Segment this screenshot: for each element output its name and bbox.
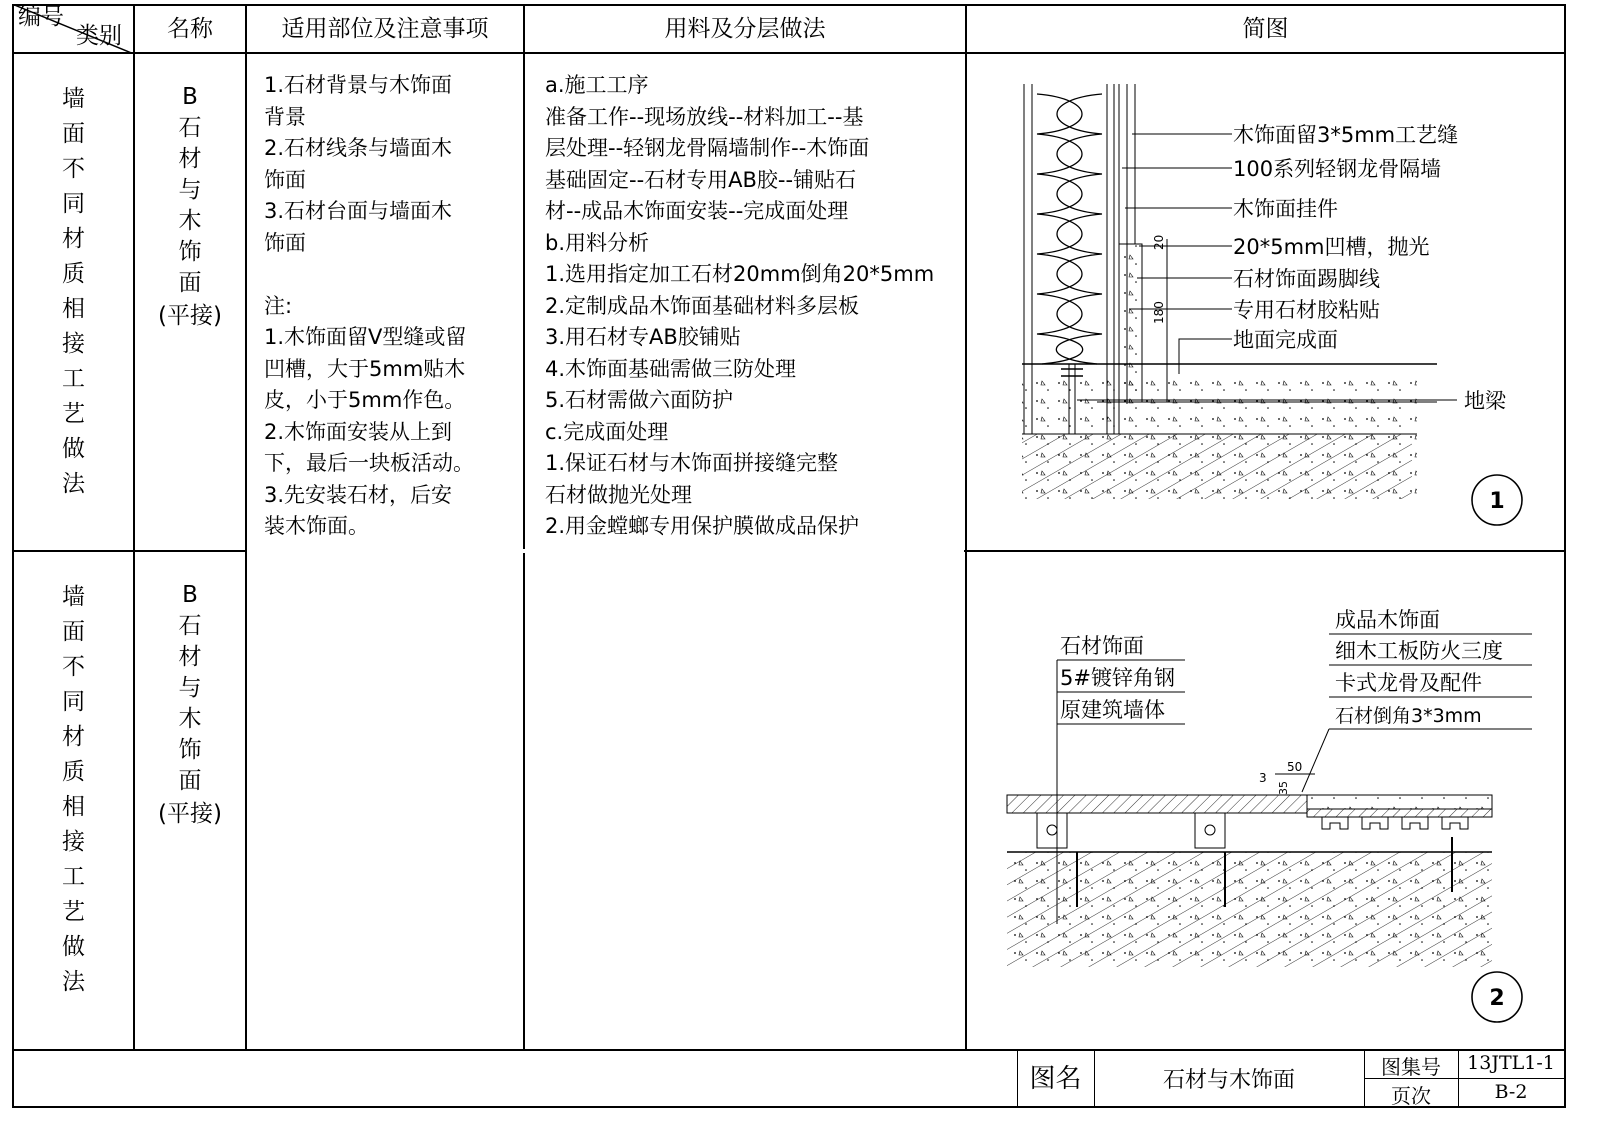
detail1-label: 100系列轻钢龙骨隔墙 — [1233, 157, 1442, 181]
row1-category-char: 不 — [62, 156, 85, 182]
row2-name-note: (平接) — [158, 801, 222, 827]
detail2-left-label: 5#镀锌角钢 — [1060, 666, 1175, 690]
footer-atlas-label: 图集号 — [1381, 1055, 1441, 1079]
detail1-label: 木饰面挂件 — [1233, 197, 1338, 221]
detail2-right-label: 成品木饰面 — [1335, 608, 1440, 632]
row2-name — [135, 580, 245, 830]
row2-name-char: 木 — [178, 706, 202, 732]
row1-name-char: 与 — [178, 177, 202, 203]
row1-category-char: 相 — [62, 296, 85, 322]
row2-category — [14, 580, 133, 1000]
detail1-label: 20*5mm凹槽，抛光 — [1233, 235, 1430, 259]
row1-name-char: 石 — [178, 115, 202, 141]
footer-drawing-name-label: 图名 — [1029, 1064, 1082, 1094]
detail2-number: 2 — [1489, 986, 1505, 1011]
col-line-3 — [523, 4, 525, 1050]
method-text: a.施工工序 准备工作--现场放线--材料加工--基 层处理--轻钢龙骨隔墙制作--木饰面 基础固定--石材专用AB胶--铺贴石 材--成品木饰面安装--完成面处理 b.用料分析 1.选用指定加工石材20mm倒角20*5mm 2.定制成品木饰面基础材料多层板 3.用石材专AB胶铺贴 4.木饰面基础需做三防处理 5.石材需做六面防护 c.完成面处理 1.保证石材与木饰面拼接缝完整 石材做抛光处理 2.用金螳螂专用保护膜做成品保护 — [545, 73, 935, 538]
detail1-label: 专用石材胶粘贴 — [1233, 298, 1380, 322]
detail2-right-label: 卡式龙骨及配件 — [1335, 671, 1482, 695]
detail2-right-label: 细木工板防火三度 — [1335, 639, 1503, 663]
row1-category-char: 材 — [62, 226, 85, 252]
row2-category-char: 艺 — [62, 899, 85, 925]
row1-name-char: B — [182, 84, 198, 110]
header-name-label: 名称 — [167, 16, 213, 42]
row2-name-char: 材 — [178, 644, 202, 670]
detail2-right-label: 石材倒角3*3mm — [1335, 705, 1482, 727]
detail-2-drawing — [967, 552, 1564, 1048]
row2-category-char: 墙 — [62, 584, 85, 610]
row1-category-char: 做 — [62, 436, 85, 462]
col-line-2 — [245, 4, 247, 1050]
scope-text: 1.石材背景与木饰面 背景 2.石材线条与墙面木 饰面 3.石材台面与墙面木 饰面 注: 1.木饰面留V型缝或留 凹槽，大于5mm贴木 皮，小于5mm作色。 2.木饰面安装从上到 下，最后一块板活动。 3.先安装石材，后安 装木饰面。 — [264, 73, 474, 538]
row2-name-char: 面 — [178, 768, 202, 794]
row1-category-char: 同 — [62, 191, 85, 217]
row2-name-char: B — [182, 582, 198, 608]
row1-category-char: 质 — [62, 261, 85, 287]
detail2-dim-a: 3 — [1259, 771, 1267, 785]
detail2-dim-b: 50 — [1287, 760, 1303, 774]
row1-name-note: (平接) — [158, 303, 222, 329]
row1-category-char: 艺 — [62, 401, 85, 427]
detail2-left-label: 石材饰面 — [1060, 634, 1144, 658]
row1-category-char: 接 — [62, 331, 85, 357]
row1-name-char: 饰 — [178, 239, 202, 265]
row1-category-char: 墙 — [62, 86, 85, 112]
row2-category-char: 相 — [62, 794, 85, 820]
row2-category-char: 面 — [62, 619, 85, 645]
detail-1-drawing — [967, 54, 1564, 548]
detail2-dim-c: 35 — [1277, 781, 1290, 795]
detail1-dim-upper: 20 — [1152, 234, 1166, 250]
footer-page-value: B-2 — [1494, 1081, 1528, 1103]
header-method-label: 用料及分层做法 — [664, 16, 826, 42]
detail1-dim-lower: 180 — [1152, 301, 1166, 324]
detail2-left-label: 原建筑墙体 — [1060, 698, 1165, 722]
row1-name-char: 面 — [178, 270, 202, 296]
row1-category-char: 法 — [62, 471, 85, 497]
row1-category — [14, 82, 133, 502]
detail1-label: 石材饰面踢脚线 — [1233, 267, 1380, 291]
row2-category-char: 同 — [62, 689, 85, 715]
footer-drawing-name: 石材与木饰面 — [1162, 1068, 1295, 1093]
row2-name-char: 饰 — [178, 737, 202, 763]
row2-name-char: 石 — [178, 613, 202, 639]
detail1-beam-label: 地梁 — [1464, 389, 1506, 413]
merged-cell-mask — [247, 549, 964, 553]
frame-right — [1564, 4, 1566, 1108]
row2-category-char: 接 — [62, 829, 85, 855]
row1-name — [135, 82, 245, 332]
row2-name-char: 与 — [178, 675, 202, 701]
row1-name-char: 材 — [178, 146, 202, 172]
row2-category-char: 质 — [62, 759, 85, 785]
row2-category-char: 做 — [62, 934, 85, 960]
header-code-label: 编号 — [18, 4, 64, 30]
header-category-label: 类别 — [76, 23, 122, 49]
row2-category-char: 材 — [62, 724, 85, 750]
detail1-number: 1 — [1489, 489, 1505, 514]
row1-name-char: 木 — [178, 208, 202, 234]
row1-category-char: 面 — [62, 121, 85, 147]
header-scope-label: 适用部位及注意事项 — [281, 16, 489, 42]
row2-category-char: 法 — [62, 969, 85, 995]
row2-category-char: 工 — [62, 864, 85, 890]
detail1-label: 地面完成面 — [1233, 328, 1338, 352]
frame-bottom — [12, 1106, 1566, 1108]
header-sketch-label: 简图 — [1242, 16, 1289, 42]
detail1-label: 木饰面留3*5mm工艺缝 — [1233, 123, 1459, 147]
footer-atlas-value: 13JTL1-1 — [1467, 1052, 1555, 1074]
row1-category-char: 工 — [62, 366, 85, 392]
footer-page-label: 页次 — [1391, 1084, 1431, 1108]
row2-category-char: 不 — [62, 654, 85, 680]
